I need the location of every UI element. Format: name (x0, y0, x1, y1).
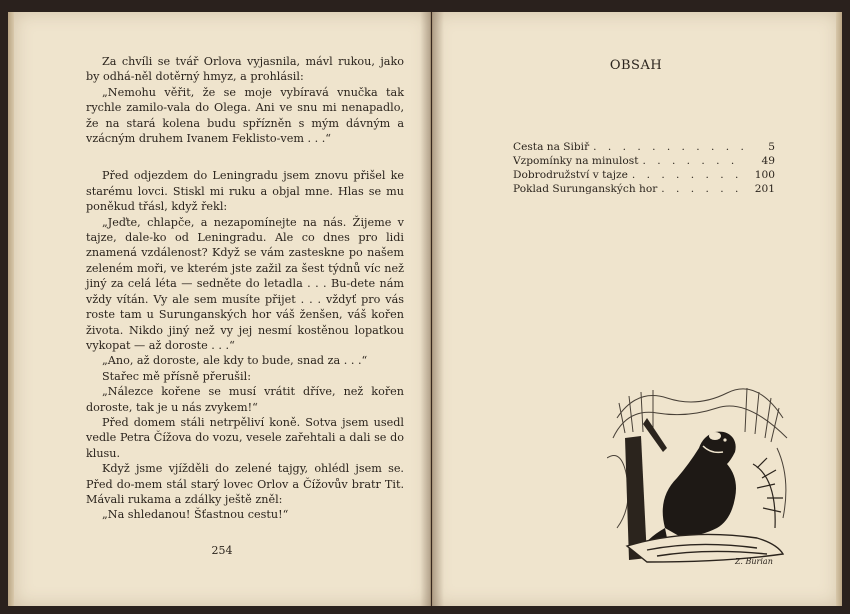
toc-entry-title: Poklad Surunganských hor (513, 183, 658, 195)
paragraph: „Ano, až doroste, ale kdy to bude, snad za . . .“ (102, 354, 368, 368)
toc-entry-page: 201 (754, 183, 775, 195)
paragraph: „Nemohu věřit, že se moje vybíravá vnučka tak rychle zamilo-vala do Olega. Ani ve snu mi nenapadlo, že na stará kolena budu spřízněn s mým dávným a vzácným druhem Ivanem Feklisto-vem . . .“ (86, 85, 404, 146)
table-of-contents (513, 140, 775, 196)
bush (753, 458, 783, 528)
paragraph: Stařec mě přísně přerušil: (102, 369, 251, 383)
toc-leader-dots (661, 182, 745, 196)
sable-illustration (607, 378, 791, 568)
toc-entry (513, 168, 775, 182)
illustrator-signature: Z. Burian (735, 557, 773, 566)
toc-leader-dots (632, 168, 745, 182)
toc-entry-page: 49 (761, 155, 775, 167)
right-page (432, 12, 839, 606)
toc-entry-title: Dobrodružství v tajze (513, 169, 628, 181)
toc-entry (513, 140, 775, 154)
story-text (86, 54, 404, 523)
toc-entry-title: Cesta na Sibiř (513, 141, 590, 153)
page-number: 254 (211, 544, 233, 557)
paragraph: „Na shledanou! Šťastnou cestu!“ (102, 508, 289, 522)
toc-entry-page: 100 (754, 169, 775, 181)
page-edge-right (836, 12, 842, 606)
toc-leader-dots (642, 154, 745, 168)
contents-heading: OBSAH (609, 58, 663, 73)
toc-entry-title: Vzpomínky na minulost (513, 155, 639, 167)
paragraph: Před domem stáli netrpěliví koně. Sotva jsem usedl vedle Petra Čížova do vozu, vesele zařehtali a dali se do klusu. (86, 415, 404, 460)
paragraph: Za chvíli se tvář Orlova vyjasnila, mávl rukou, jako by odhá-něl dotěrný hmyz, a prohlásil: (86, 55, 404, 84)
toc-entry (513, 154, 775, 168)
paragraph: Když jsme vjížděli do zelené tajgy, ohlédl jsem se. Před do-mem stál starý lovec Orlov a Čížovův bratr Tit. Mávali rukama a zdálky ještě zněl: (86, 462, 404, 506)
toc-entry-page: 5 (768, 141, 775, 153)
left-page (14, 12, 431, 606)
paragraph: Před odjezdem do Leningradu jsem znovu přišel ke starému lovci. Stiskl mi ruku a objal mne. Hlas se mu poněkud třásl, když řekl: (86, 169, 404, 214)
toc-entry (513, 182, 775, 196)
toc-leader-dots (593, 140, 745, 154)
paragraph: „Jeďte, chlapče, a nezapomínejte na nás. Žijeme v tajze, dale-ko od Leningradu. Ale co dnes pro lidi znamená vzdálenost? Když se vám zasteskne po našem zeleném moři, ve kterém jste zažil za šest týdnů víc než jiný za celá léta — sedněte do letadla . . . Bu-dete nám vždy vítán. Vy ale sem musíte přijet . . . vždyť pro vás roste tam u Surunganských hor váš ženšen, váš kořen života. Nikdo jiný než vy jej nesmí kostěnou lopatkou vykopat — až doroste . . .“ (86, 215, 404, 352)
paragraph: „Nálezce kořene se musí vrátit dříve, než kořen doroste, tak je u nás zvykem!“ (86, 385, 404, 414)
